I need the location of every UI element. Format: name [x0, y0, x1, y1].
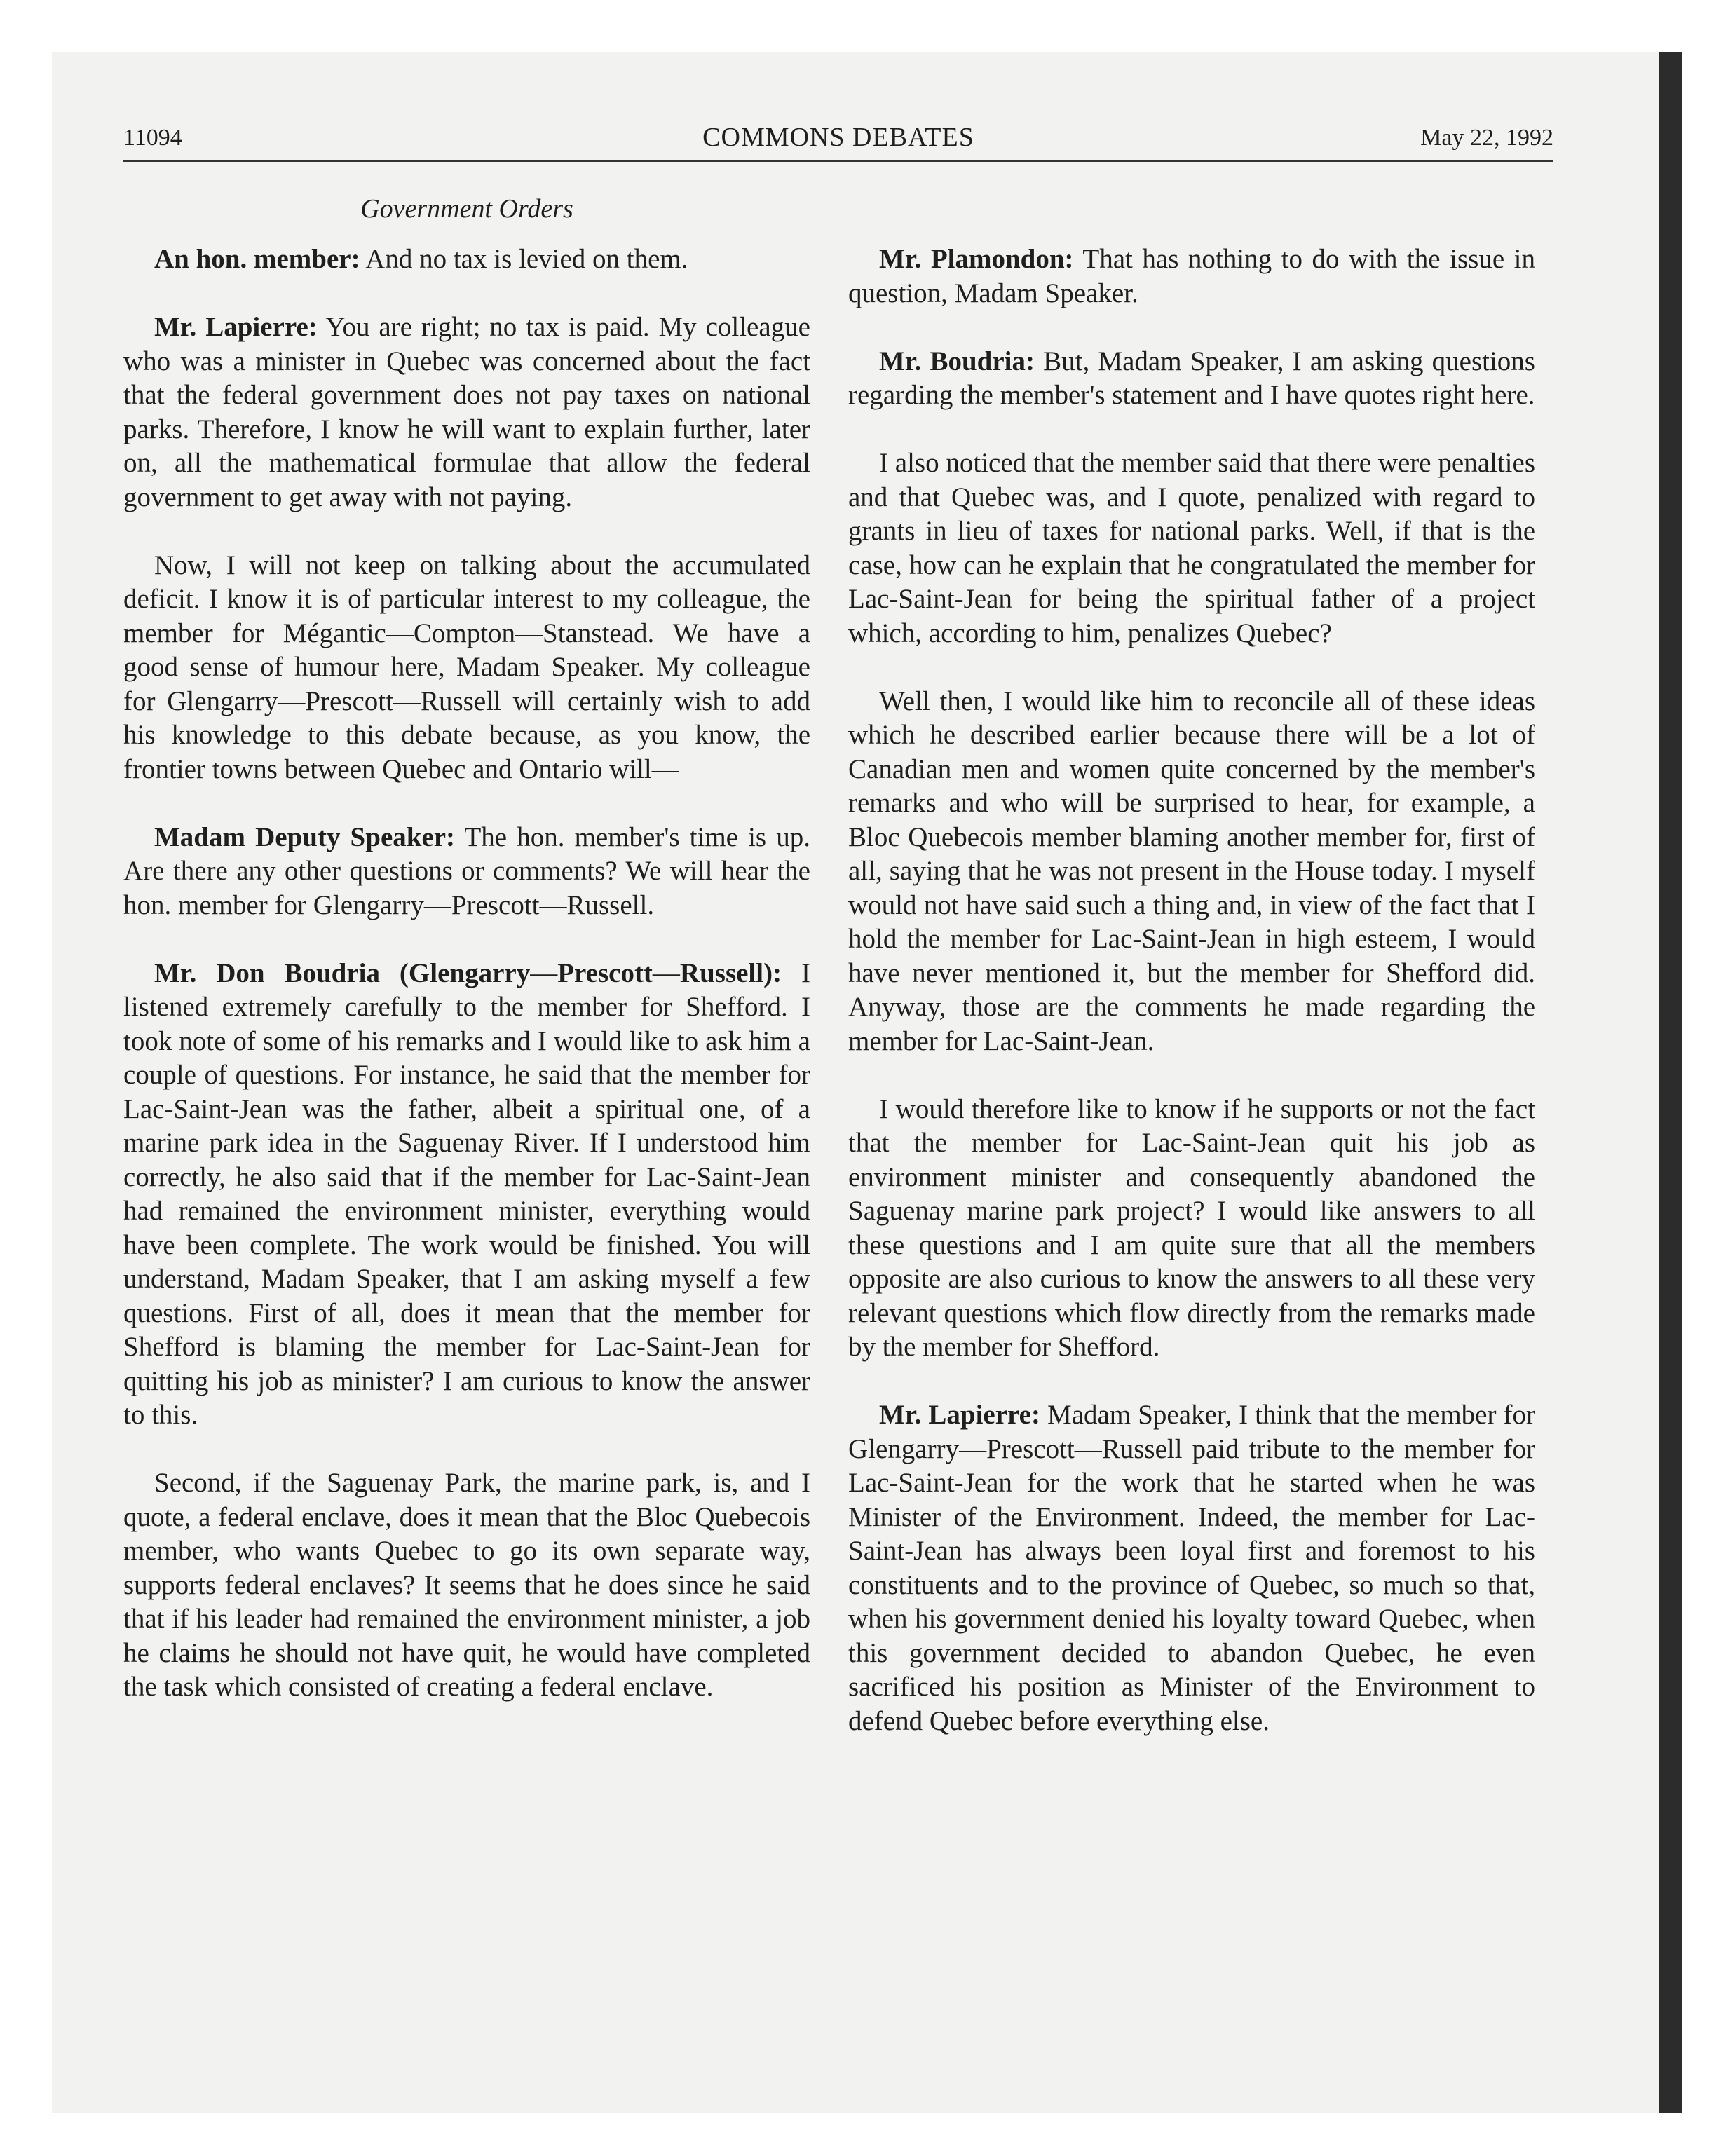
publication-title: COMMONS DEBATES	[702, 123, 974, 152]
paragraph-text: Madam Speaker, I think that the member for Glengarry—Prescott—Russell paid tribute to the member for Lac-Saint-Jean for the work that he started when he was Minister of the Environment. Indeed, the member for Lac-Saint-Jean has always been loyal first and foremost to his constituents and to the province of Quebec, so much so that, when his government denied his loyalty toward Quebec, when this government decided to abandon Quebec, he even sacrificed his position as Minister of the Environment to defend Quebec before everything else.	[848, 1400, 1536, 1736]
paragraph	[123, 957, 810, 1433]
paragraph-text: You are right; no tax is paid. My colleague who was a minister in Quebec was concerned about the fact that the federal government does not pay taxes on national parks. Therefore, I know he will want to explain further, later on, all the mathematical formulae that allow the federal government to get away with not paying.	[123, 312, 810, 512]
speaker-name: Mr. Lapierre:	[154, 312, 318, 342]
right-column	[848, 243, 1535, 1773]
page-header	[123, 119, 1553, 163]
paragraph-text: Second, if the Saguenay Park, the marine park, is, and I quote, a federal enclave, does it mean that the Bloc Quebecois member, who wants Quebec to go its own separate way, supports federal enclaves? It seems that he does since he said that if his leader had remained the environment minister, a job he claims he should not have quit, he would have completed the task which consisted of creating a federal enclave.	[123, 1468, 810, 1702]
paragraph	[848, 685, 1535, 1059]
paragraph-text: That has nothing to do with the issue in question, Madam Speaker.	[848, 244, 1536, 308]
left-column	[123, 243, 810, 1738]
paragraph-text: I would therefore like to know if he supports or not the fact that the member for Lac-Saint-Jean quit his job as environment minister and consequently abandoned the Saguenay marine park project? I would like answers to all these questions and I am quite sure that all the members opposite are also curious to know the answers to all these very relevant questions which flow directly from the remarks made by the member for Shefford.	[848, 1093, 1535, 1362]
paragraph-text: I listened extremely carefully to the member for Shefford. I took note of some of his remarks and I would like to ask him a couple of questions. For instance, he said that the member for Lac-Saint-Jean was the father, albeit a spiritual one, of a marine park idea in the Saguenay River. If I understood him correctly, he also said that if the member for Lac-Saint-Jean had remained the environment minister, everything would have been complete. The work would be finished. You will understand, Madam Speaker, that I am asking myself a few questions. First of all, does it mean that the member for Shefford is blaming the member for Lac-Saint-Jean for quitting his job as minister? I am curious to know the answer to this.	[123, 957, 810, 1430]
paragraph-text: The hon. member's time is up. Are there any other questions or comments? We will hear the hon. member for Glengarry—Prescott—Russell.	[123, 821, 810, 920]
header-rule	[123, 160, 1553, 162]
publication-date: May 22, 1992	[1420, 125, 1553, 151]
paragraph	[848, 243, 1535, 311]
paragraph	[123, 1466, 810, 1705]
paragraph	[848, 1093, 1535, 1365]
paragraph-text: But, Madam Speaker, I am asking questions regarding the member's statement and I have quotes right here.	[848, 346, 1535, 410]
paragraph-text: Now, I will not keep on talking about the accumulated deficit. I know it is of particular interest to my colleague, the member for Mégantic—Compton—Stanstead. We have a good sense of humour here, Madam Speaker. My colleague for Glengarry—Prescott—Russell will certainly wish to add his knowledge to this debate because, as you know, the frontier towns between Quebec and Ontario will—	[123, 550, 810, 784]
paragraph	[123, 549, 810, 787]
paragraph	[848, 446, 1535, 650]
speaker-name: Mr. Plamondon:	[879, 244, 1074, 274]
paragraph-text: Well then, I would like him to reconcile all of these ideas which he described earlier because there will be a lot of Canadian men and women quite concerned by the member's remarks and who will be surprised to hear, for example, a Bloc Quebecois member blaming another member for, first of all, saying that he was not present in the House today. I myself would not have said such a thing and, in view of the fact that I hold the member for Lac-Saint-Jean in high esteem, I would have never mentioned it, but the member for Shefford did. Anyway, those are the comments he made regarding the member for Lac-Saint-Jean.	[848, 685, 1535, 1056]
paragraph-text: And no tax is levied on them.	[360, 244, 688, 274]
paragraph-text: I also noticed that the member said that there were penalties and that Quebec was, and I quote, penalized with regard to grants in lieu of taxes for national parks. Well, if that is the case, how can he explain that he congratulated the member for Lac-Saint-Jean for being the spiritual father of a project which, according to him, penalizes Quebec?	[848, 448, 1535, 648]
speaker-name: Mr. Lapierre:	[879, 1400, 1040, 1430]
paragraph	[123, 821, 810, 923]
section-heading: Government Orders	[360, 194, 573, 224]
paragraph	[123, 311, 810, 514]
page-edge-shadow	[1659, 52, 1682, 2113]
speaker-name: Mr. Boudria:	[879, 346, 1035, 376]
speaker-name: An hon. member:	[154, 244, 360, 274]
speaker-name: Madam Deputy Speaker:	[154, 821, 456, 852]
paragraph	[848, 345, 1535, 413]
paragraph	[848, 1398, 1535, 1738]
speaker-name: Mr. Don Boudria (Glengarry—Prescott—Russell):	[154, 957, 782, 988]
paragraph	[123, 243, 810, 277]
page-number: 11094	[123, 125, 182, 151]
